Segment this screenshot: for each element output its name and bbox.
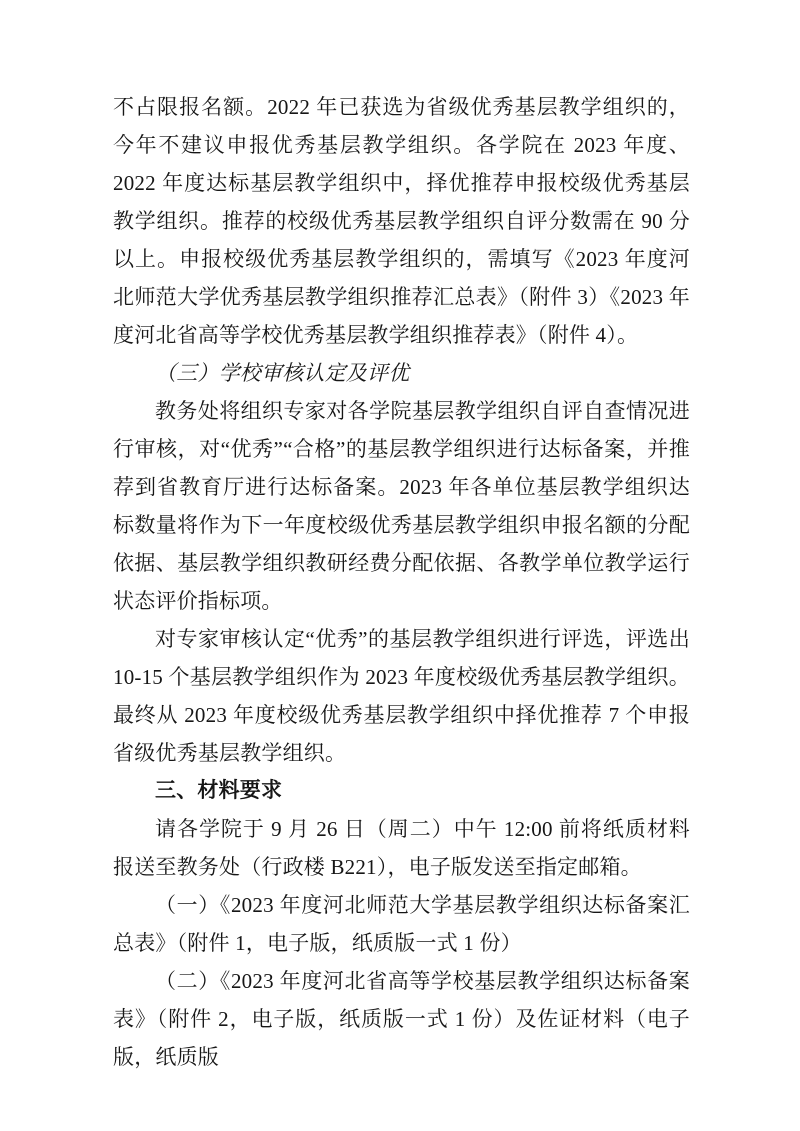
section-heading-material-requirements: 三、材料要求: [155, 779, 283, 802]
document-content: [113, 88, 690, 1076]
paragraph-continuation: 不占限报名额。2022 年已获选为省级优秀基层教学组织的，今年不建议申报优秀基层教学组织。各学院在 2023 年度、2022 年度达标基层教学组织中，择优推荐申报校级优秀基层教学组织。推荐的校级优秀基层教学组织自评分数需在 90 分以上。申报校级优秀基层教学组织的，需填写《2023 年度河北师范大学优秀基层教学组织推荐汇总表》（附件 3）《2023 年度河北省高等学校优秀基层教学组织推荐表》（附件 4）。: [113, 95, 690, 347]
paragraph-deadline: 请各学院于 9 月 26 日（周二）中午 12:00 前将纸质材料报送至教务处（行政楼 B221），电子版发送至指定邮箱。: [113, 817, 690, 879]
paragraph-attachment-1: （一）《2023 年度河北师范大学基层教学组织达标备案汇总表》（附件 1，电子版，纸质版一式 1 份）: [113, 893, 690, 955]
paragraph-expert-review: 教务处将组织专家对各学院基层教学组织自评自查情况进行审核，对“优秀”“合格”的基层教学组织进行达标备案，并推荐到省教育厅进行达标备案。2023 年各单位基层教学组织达标数量将作为下一年度校级优秀基层教学组织申报名额的分配依据、基层教学组织教研经费分配依据、各教学单位教学运行状态评价指标项。: [113, 399, 690, 613]
paragraph-attachment-2: （二）《2023 年度河北省高等学校基层教学组织达标备案表》（附件 2，电子版，纸质版一式 1 份）及佐证材料（电子版，纸质版: [113, 969, 690, 1069]
paragraph-selection: 对专家审核认定“优秀”的基层教学组织进行评选，评选出 10-15 个基层教学组织作为 2023 年度校级优秀基层教学组织。最终从 2023 年度校级优秀基层教学组织中择优推荐 7 个申报省级优秀基层教学组织。: [113, 627, 690, 765]
section-subheading-school-review: （三）学校审核认定及评优: [155, 361, 410, 385]
